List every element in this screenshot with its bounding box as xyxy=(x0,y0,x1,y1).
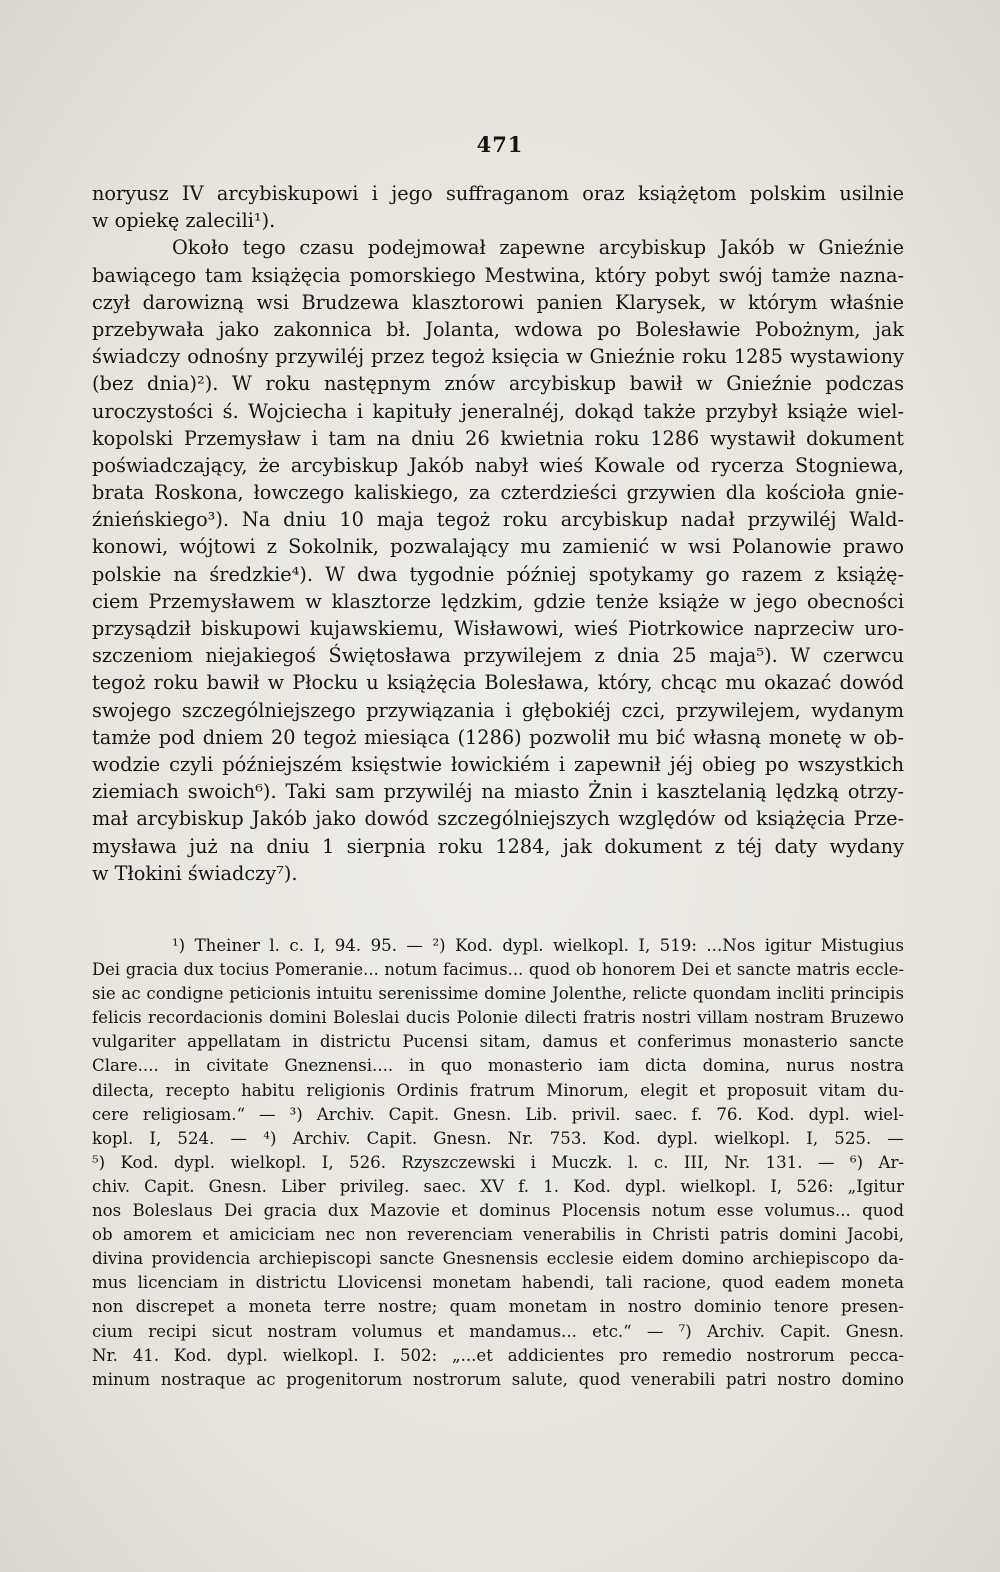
text-line: brata Roskona, łowczego kaliskiego, za czterdzieści grzywien dla kościoła gnie- xyxy=(92,481,904,505)
text-line: uroczystości ś. Wojciecha i kapituły jeneralnéj, dokąd także przybył książe wiel- xyxy=(92,399,904,423)
text-line: noryusz IV arcybiskupowi i jego suffraganom oraz książętom polskim usilnie xyxy=(92,182,904,205)
text-line: szczeniom niejakiegoś Świętosława przywilejem z dnia 25 maja⁵). W czerwcu xyxy=(92,644,904,668)
text-line: w Tłokini świadczy⁷). xyxy=(92,861,298,885)
footnote-line: felicis recordacionis domini Boleslai ducis Polonie dilecti fratris nostri villam nostram Bruzewo xyxy=(92,1008,904,1028)
text-line: źnieńskiego³). Na dniu 10 maja tegoż roku arcybiskup nadał przywiléj Wald- xyxy=(92,508,904,532)
text-line: polskie na średzkie⁴). W dwa tygodnie później spotykamy go razem z książę- xyxy=(92,562,904,586)
footnote-line: non discrepet a moneta terre nostre; quam monetam in nostro dominio tenore presen- xyxy=(92,1297,904,1317)
page-number: 471 xyxy=(476,132,524,157)
text-line: swojego szczególniejszego przywiązania i głębokiéj czci, przywilejem, wydanym xyxy=(92,698,904,722)
text-line: przebywała jako zakonnica bł. Jolanta, wdowa po Bolesławie Pobożnym, jak xyxy=(92,317,904,341)
footnote-line: chiv. Capit. Gnesn. Liber privileg. saec. XV f. 1. Kod. dypl. wielkopl. I, 526: „Igitur xyxy=(92,1176,904,1196)
text-line: tamże pod dniem 20 tegoż miesiąca (1286) pozwolił mu bić własną monetę w ob- xyxy=(92,725,904,749)
text-line: mał arcybiskup Jakób jako dowód szczególniejszych względów od książęcia Prze- xyxy=(92,807,904,831)
footnote-line: dilecta, recepto habitu religionis Ordinis fratrum Minorum, elegit et proposuit vitam du- xyxy=(92,1080,904,1100)
text-line: bawiącego tam książęcia pomorskiego Mestwina, który pobyt swój tamże nazna- xyxy=(92,263,904,287)
footnote-line: Dei gracia dux tocius Pomeranie... notum facimus... quod ob honorem Dei et sancte matris eccle- xyxy=(92,960,904,980)
footnote-line: cere religiosam.“ — ³) Archiv. Capit. Gnesn. Lib. privil. saec. f. 76. Kod. dypl. wiel- xyxy=(92,1104,904,1124)
footnote-line: Nr. 41. Kod. dypl. wielkopl. I. 502: „...et addicientes pro remedio nostrorum pecca- xyxy=(92,1345,904,1365)
text-line: tegoż roku bawił w Płocku u książęcia Bolesława, który, chcąc mu okazać dowód xyxy=(92,671,904,695)
text-line: czył darowizną wsi Brudzewa klasztorowi panien Klarysek, w którym właśnie xyxy=(92,290,904,314)
footnotes xyxy=(92,934,904,1392)
footnote-line: cium recipi sicut nostram volumus et mandamus... etc.“ — ⁷) Archiv. Capit. Gnesn. xyxy=(92,1321,904,1341)
footnote-line: mus licenciam in districtu Llovicensi monetam habendi, tali racione, quod eadem moneta xyxy=(92,1273,904,1293)
footnote-line: ob amorem et amiciciam nec non reverenciam venerabilis in Christi patris domini Jacobi, xyxy=(92,1225,904,1245)
text-line: (bez dnia)²). W roku następnym znów arcybiskup bawił w Gnieźnie podczas xyxy=(92,372,904,396)
text-line: świadczy odnośny przywiléj przez tegoż księcia w Gnieźnie roku 1285 wystawiony xyxy=(92,345,904,369)
text-line: mysława już na dniu 1 sierpnia roku 1284, jak dokument z téj daty wydany xyxy=(92,834,904,858)
text-line: Około tego czasu podejmował zapewne arcybiskup Jakób w Gnieźnie xyxy=(172,236,904,260)
footnote-line: sie ac condigne peticionis intuitu serenissime domine Jolenthe, relicte quondam incliti principis xyxy=(92,984,904,1004)
footnote-line: kopl. I, 524. — ⁴) Archiv. Capit. Gnesn. Nr. 753. Kod. dypl. wielkopl. I, 525. — xyxy=(92,1128,904,1148)
text-line: kopolski Przemysław i tam na dniu 26 kwietnia roku 1286 wystawił dokument xyxy=(92,426,904,450)
footnote-line: nos Boleslaus Dei gracia dux Mazovie et dominus Plocensis notum esse volumus... quod xyxy=(92,1201,904,1221)
text-line: ciem Przemysławem w klasztorze lędzkim, gdzie tenże książe w jego obecności xyxy=(92,589,904,613)
footnote-line: divina providencia archiepiscopi sancte Gnesnensis ecclesie eidem domino archiepiscopo da- xyxy=(92,1249,904,1269)
text-line: konowi, wójtowi z Sokolnik, pozwalający mu zamienić w wsi Polanowie prawo xyxy=(92,535,904,559)
footnote-line: vulgariter appellatam in districtu Pucensi sitam, damus et conferimus monasterio sancte xyxy=(92,1032,904,1052)
footnote-line: ¹) Theiner l. c. I, 94. 95. — ²) Kod. dypl. wielkopl. I, 519: ...Nos igitur Mistugius xyxy=(172,936,904,955)
text-line: wodzie czyli późniejszém księstwie łowickiém i zapewnił jéj obieg po wszystkich xyxy=(92,752,904,776)
text-line: ziemiach swoich⁶). Taki sam przywiléj na miasto Żnin i kasztelanią lędzką otrzy- xyxy=(92,780,904,804)
footnote-line: Clare.... in civitate Gneznensi.... in quo monasterio iam dicta domina, nurus nostra xyxy=(92,1056,904,1076)
main-text xyxy=(92,180,904,887)
text-line: poświadczający, że arcybiskup Jakób nabył wieś Kowale od rycerza Stogniewa, xyxy=(92,453,904,477)
text-line: w opiekę zalecili¹). xyxy=(92,209,276,233)
text-line: przysądził biskupowi kujawskiemu, Wisławowi, wieś Piotrkowice naprzeciw uro- xyxy=(92,617,904,640)
footnote-line: ⁵) Kod. dypl. wielkopl. I, 526. Rzyszczewski i Muczk. l. c. III, Nr. 131. — ⁶) Ar- xyxy=(92,1152,904,1172)
footnote-line: minum nostraque ac progenitorum nostrorum salute, quod venerabili patri nostro domino xyxy=(92,1369,904,1389)
